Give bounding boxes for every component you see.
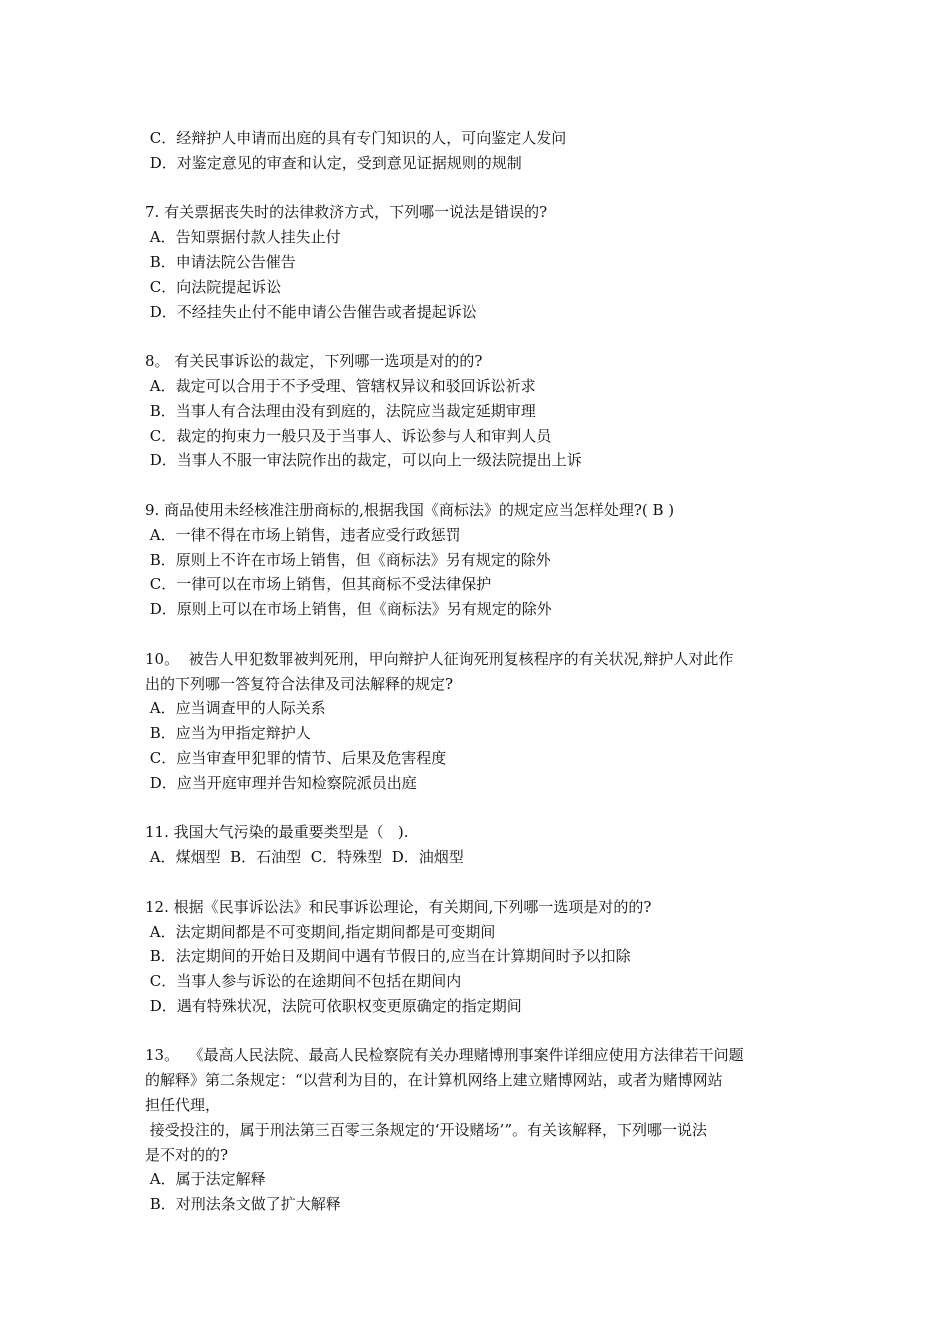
option-c: C．应当审查甲犯罪的情节、后果及危害程度 [145, 748, 447, 767]
question-13-stem-line-5: 是不对的的? [145, 1145, 229, 1164]
question-13 [145, 1043, 813, 1217]
option-a: A．裁定可以合用于不予受理、管辖权异议和驳回诉讼祈求 [145, 376, 536, 395]
document-body [145, 126, 813, 1242]
option-b: B．原则上不许在市场上销售，但《商标法》另有规定的除外 [145, 550, 551, 569]
option-d: D．原则上可以在市场上销售，但《商标法》另有规定的除外 [145, 600, 552, 619]
question-10-stem-line-1: 10。 被告人甲犯数罪被判死刑，甲向辩护人征询死刑复核程序的有关状况,辩护人对此作 [145, 649, 734, 668]
option-d: D．当事人不服一审法院作出的裁定，可以向上一级法院提出上诉 [145, 451, 582, 470]
question-8-stem: 8。 有关民事诉讼的裁定，下列哪一选项是对的的? [145, 352, 483, 371]
option-d: D．应当开庭审理并告知检察院派员出庭 [145, 773, 417, 792]
option-a: A．一律不得在市场上销售，违者应受行政惩罚 [145, 525, 461, 544]
options-inline: A．煤烟型 B．石油型 C．特殊型 D．油烟型 [145, 848, 464, 867]
question-7-stem: 7. 有关票据丧失时的法律救济方式，下列哪一说法是错误的? [145, 203, 548, 222]
option-b: B．对刑法条文做了扩大解释 [145, 1195, 341, 1214]
question-12-stem: 12. 根据《民事诉讼法》和民事诉讼理论，有关期间,下列哪一选项是对的的? [145, 897, 652, 916]
question-8 [145, 349, 813, 473]
option-b: B．申请法院公告催告 [145, 252, 296, 271]
option-a: A．法定期间都是不可变期间,指定期间都是可变期间 [145, 922, 496, 941]
option-b: B．法定期间的开始日及期间中遇有节假日的,应当在计算期间时予以扣除 [145, 947, 631, 966]
question-10-stem-line-2: 出的下列哪一答复符合法律及司法解释的规定? [145, 674, 454, 693]
option-d: D．遇有特殊状况，法院可依职权变更原确定的指定期间 [145, 996, 522, 1015]
question-12 [145, 895, 813, 1019]
option-b: B．当事人有合法理由没有到庭的，法院应当裁定延期审理 [145, 401, 536, 420]
question-10 [145, 647, 813, 796]
question-9 [145, 498, 813, 622]
question-11 [145, 820, 813, 870]
question-7 [145, 200, 813, 324]
option-d: D．不经挂失止付不能申请公告催告或者提起诉讼 [145, 302, 477, 321]
option-c: C．经辩护人申请而出庭的具有专门知识的人，可向鉴定人发问 [145, 129, 567, 147]
question-9-stem: 9. 商品使用未经核准注册商标的,根据我国《商标法》的规定应当怎样处理?( B ) [145, 500, 675, 519]
question-13-stem-line-2: 的解释》第二条规定：“以营利为目的，在计算机网络上建立赌博网站，或者为赌博网站 [145, 1071, 723, 1090]
option-c: C．裁定的拘束力一般只及于当事人、诉讼参与人和审判人员 [145, 426, 552, 445]
option-a: A．属于法定解释 [145, 1170, 266, 1189]
option-a: A．告知票据付款人挂失止付 [145, 228, 341, 247]
option-a: A．应当调查甲的人际关系 [145, 699, 326, 718]
option-c: C．向法院提起诉讼 [145, 277, 282, 296]
question-13-stem-line-1: 13。 《最高人民法院、最高人民检察院有关办理赌博刑事案件详细应使用方法律若干问题 [145, 1046, 744, 1065]
question-6-tail [145, 126, 813, 176]
option-c: C．一律可以在市场上销售，但其商标不受法律保护 [145, 575, 492, 594]
option-b: B．应当为甲指定辩护人 [145, 724, 311, 743]
question-13-stem-line-3: 担任代理， [145, 1096, 221, 1115]
option-c: C．当事人参与诉讼的在途期间不包括在期间内 [145, 972, 462, 991]
question-11-stem: 11. 我国大气污染的最重要类型是（ ). [145, 823, 409, 842]
question-13-stem-line-4: 接受投注的，属于刑法第三百零三条规定的‘开设赌场’”。有关该解释，下列哪一说法 [145, 1120, 707, 1139]
option-d: D．对鉴定意见的审查和认定，受到意见证据规则的规制 [145, 153, 522, 172]
